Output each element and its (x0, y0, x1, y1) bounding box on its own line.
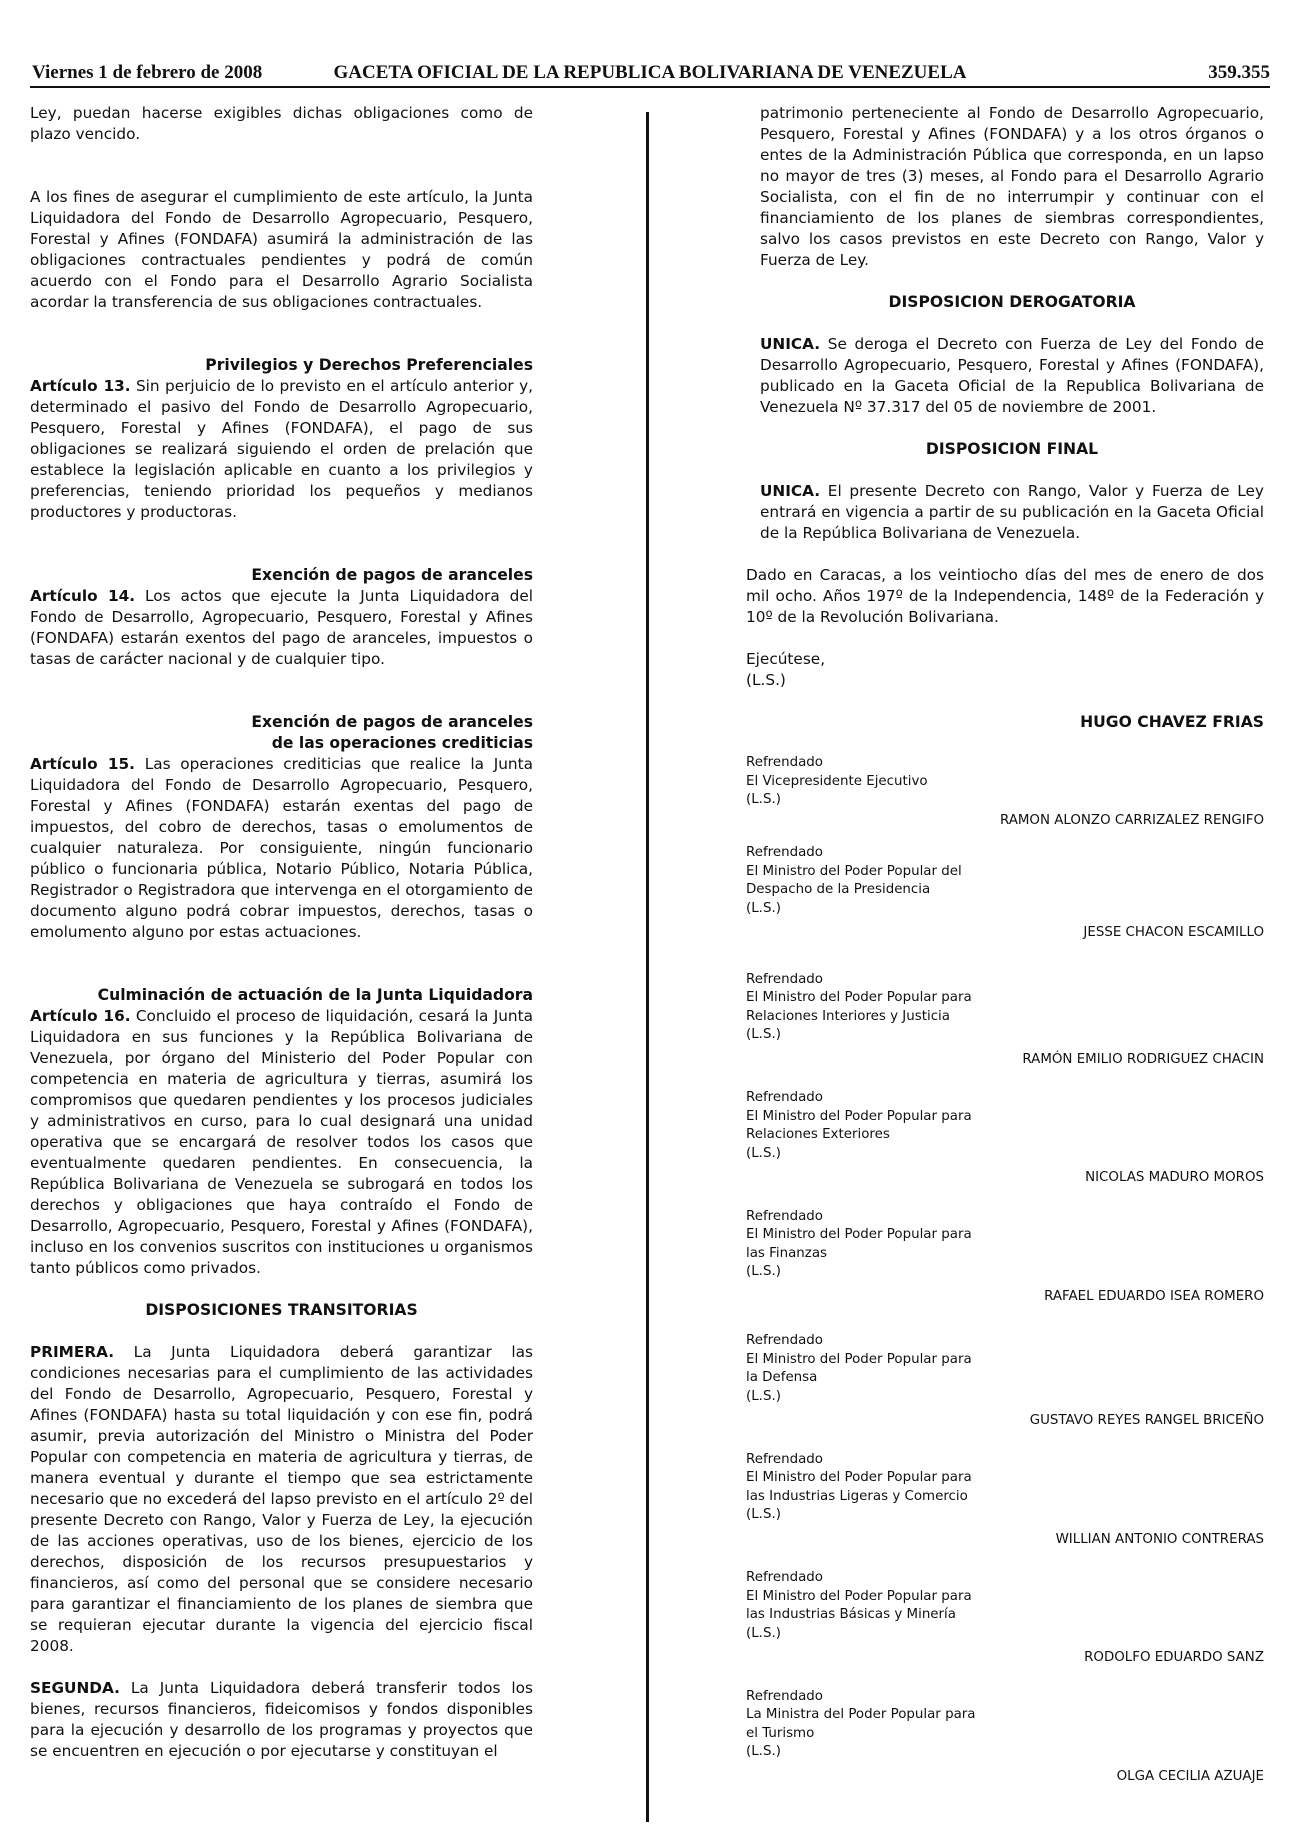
article-text: Concluido el proceso de liquidación, cesará la Junta Liquidadora en sus funciones y la República Bolivariana de Venezuela, por órgano del Ministerio del Poder Popular con competencia en materia de agricultura y tierras, asumirá los compromisos que quedaren pendientes y los procesos judiciales y administrativos en curso, para lo cual designará una unidad operativa que se encargará de resolver todos los casos que eventualmente quedaren pendientes. En consecuencia, la República Bolivariana de Venezuela se subrogará en todos los derechos y obligaciones que haya contraído el Fondo de Desarrollo, Agropecuario, Pesquero, Forestal y Afines (FONDAFA), incluso en los convenios suscritos con instituciones u organismos tanto públicos como privados. (30, 1007, 533, 1277)
refrendo-line: Relaciones Exteriores (746, 1127, 890, 1142)
refrendo-line: Refrendado (746, 1090, 823, 1105)
transitoria-text: La Junta Liquidadora deberá transferir todos los bienes, recursos financieros, fideicomisos y fondos disponibles para la ejecución y desarrollo de los programas y proyectos que se encuentren en ejecución o por ejecutarse y constituyan el (30, 1679, 533, 1760)
refrendo-line: El Ministro del Poder Popular para (746, 1351, 972, 1367)
article-label: Artículo 16. (30, 1007, 131, 1025)
refrendo-line: Refrendado (746, 1451, 823, 1467)
article-text: Sin perjuicio de lo previsto en el artículo anterior y, determinado el pasivo del Fondo de Desarrollo Agropecuario, Pesquero, Forestal y Afines (FONDAFA), el pago de sus obligaciones se realizará siguiendo el orden de prelación que establece la legislación aplicable en cuanto a los privilegios y preferencias, teniendo prioridad los pequeños y medianos productores y productoras. (30, 377, 534, 521)
refrendo-line: Refrendado (746, 1570, 823, 1585)
section-heading: Exención de pagos de aranceles (251, 713, 533, 731)
refrendo-block (746, 1688, 1264, 1787)
refrendo-line: Refrendado (746, 845, 823, 860)
article-label: Artículo 14. (30, 587, 136, 605)
refrendo-line: la Defensa (746, 1370, 818, 1385)
refrendo-signer-name: RAFAEL EDUARDO ISEA ROMERO (1044, 1288, 1264, 1304)
refrendo-line: las Industrias Básicas y Minería (746, 1607, 956, 1622)
refrendo-signer-name: RAMON ALONZO CARRIZALEZ RENGIFO (999, 812, 1264, 828)
refrendo-line: El Ministro del Poder Popular para (746, 1588, 972, 1604)
paragraph: patrimonio perteneciente al Fondo de Desarrollo Agropecuario, Pesquero, Forestal y Afines (FONDAFA) y a los otros órganos o entes de la Administración Pública que corresponda, en un lapso no mayor de tres (3) meses, al Fondo para el Desarrollo Agrario Socialista, con el fin de no interrumpir y continuar con el financiamiento de los planes de siembras correspondientes, salvo los casos previstos en este Decreto con Rango, Valor y Fuerza de Ley. (760, 104, 1264, 269)
refrendo-line: El Ministro del Poder Popular para (746, 990, 972, 1005)
final-heading: DISPOSICION FINAL (925, 440, 1099, 458)
refrendo-signer-name: NICOLAS MADURO MOROS (1085, 1170, 1264, 1185)
article-13 (30, 376, 533, 523)
refrendo-block (746, 1089, 1264, 1188)
section-heading: Privilegios y Derechos Preferenciales (205, 356, 533, 374)
paragraph: Ley, puedan hacerse exigibles dichas obligaciones como de plazo vencido. (30, 104, 533, 143)
president-name: HUGO CHAVEZ FRIAS (1080, 713, 1264, 731)
refrendo-line: La Ministra del Poder Popular para (746, 1707, 976, 1722)
left-column (30, 103, 533, 1762)
right-column (746, 103, 1264, 1786)
article-label: Artículo 13. (30, 377, 131, 395)
refrendo-line: Despacho de la Presidencia (746, 882, 931, 897)
refrendo-signer-name: RODOLFO EDUARDO SANZ (1084, 1650, 1264, 1665)
disposition-label: UNICA. (760, 482, 821, 500)
section-heading-line2: de las operaciones crediticias (271, 734, 533, 752)
refrendo-line: Refrendado (746, 1208, 823, 1224)
header-page-number: 359.355 (1208, 62, 1270, 83)
refrendo-line: Refrendado (746, 1333, 823, 1348)
refrendo-signer-name: GUSTAVO REYES RANGEL BRICEÑO (1029, 1413, 1264, 1428)
header-title: GACETA OFICIAL DE LA REPUBLICA BOLIVARIANA DE VENEZUELA (333, 62, 967, 83)
refrendo-line: Refrendado (746, 1688, 823, 1704)
article-14 (30, 586, 533, 670)
refrendo-block (746, 1208, 1264, 1307)
refrendo-line: Relaciones Interiores y Justicia (746, 1008, 950, 1024)
transitoria-text: La Junta Liquidadora deberá garantizar las condiciones necesarias para el cumplimiento de las actividades del Fondo de Desarrollo, Agropecuario, Pesquero, Forestal y Afines (FONDAFA) hasta su total liquidación y con ese fin, podrá asumir, previa autorización del Ministro o Ministra del Poder Popular con competencia en materia de agricultura y tierras, de manera eventual y durante el tiempo que sea estrictamente necesario que no excederá del lapso previsto en el artículo 2º del presente Decreto con Rango, Valor y Fuerza de Ley, la ejecución de las acciones operativas, uso de los bienes, ejercicio de los derechos, disposición de los recursos presupuestarios y financieros, así como del personal que se considere necesario para garantizar el financiamiento de los planes de siembra que se requieran ejecutar durante la vigencia del ejercicio fiscal 2008. (30, 1343, 533, 1655)
refrendos-list (746, 754, 1264, 1786)
derogatoria-unica (760, 334, 1264, 418)
refrendo-signer-name: WILLIAN ANTONIO CONTRERAS (1055, 1531, 1264, 1547)
refrendo-block (746, 844, 1264, 943)
refrendo-line: (L.S.) (746, 900, 781, 916)
refrendo-signer-name: JESSE CHACON ESCAMILLO (1083, 925, 1264, 940)
refrendo-line: las Industrias Ligeras y Comercio (746, 1488, 968, 1504)
section-heading: Exención de pagos de aranceles (251, 566, 533, 584)
refrendo-block (746, 971, 1264, 1070)
article-text: Los actos que ejecute la Junta Liquidadora del Fondo de Desarrollo, Agropecuario, Pesquero, Forestal y Afines (FONDAFA) estarán exentos del pago de aranceles, impuestos o tasas de carácter nacional y de cualquier tipo. (30, 587, 533, 668)
refrendo-line: (L.S.) (746, 1145, 781, 1161)
refrendo-block (746, 754, 1264, 830)
paragraph: A los fines de asegurar el cumplimiento de este artículo, la Junta Liquidadora del Fondo de Desarrollo Agropecuario, Pesquero, Forestal y Afines (FONDAFA) asumirá la administración de las obligaciones contractuales pendientes y podrá de común acuerdo con el Fondo para el Desarrollo Agrario Socialista acordar la transferencia de sus obligaciones contractuales. (30, 188, 533, 311)
refrendo-line: El Ministro del Poder Popular para (746, 1470, 972, 1485)
disposition-text: Se deroga el Decreto con Fuerza de Ley del Fondo de Desarrollo Agropecuario, Pesquero, Forestal y Afines (FONDAFA), publicado en la Gaceta Oficial de la Republica Bolivariana de Venezuela Nº 37.317 del 05 de noviembre de 2001. (760, 335, 1264, 416)
refrendo-line: El Ministro del Poder Popular para (746, 1108, 972, 1124)
refrendo-line: (L.S.) (746, 1388, 781, 1404)
article-label: Artículo 15. (30, 755, 135, 773)
article-text: Las operaciones crediticias que realice la Junta Liquidadora del Fondo de Desarrollo Agropecuario, Pesquero, Forestal y Afines (FONDAFA) estarán exentas del pago de impuestos, del cobro de derechos, tasas o emolumentos de cualquier naturaleza. Por consiguiente, ningún funcionario público o funcionaria pública, Notario Público, Notaria Pública, Registrador o Registradora que intervenga en el otorgamiento de documento alguno podrá cobrar impuestos, derechos, tasas o emolumento alguno por estas actuaciones. (30, 755, 533, 941)
refrendo-line: Refrendado (746, 755, 823, 770)
refrendo-line: (L.S.) (746, 1744, 781, 1759)
article-16 (30, 1006, 533, 1279)
refrendo-line: (L.S.) (746, 1027, 781, 1042)
derogatoria-heading: DISPOSICION DEROGATORIA (888, 293, 1136, 311)
refrendo-line: (L.S.) (746, 792, 781, 807)
transitoria-label: SEGUNDA. (30, 1679, 120, 1697)
refrendo-block (746, 1332, 1264, 1431)
refrendo-line: (L.S.) (746, 1264, 781, 1279)
refrendo-line: (L.S.) (746, 1507, 781, 1522)
ejecutese: Ejecútese, (746, 650, 826, 668)
ls-seal: (L.S.) (746, 671, 786, 689)
refrendo-line: El Ministro del Poder Popular para (746, 1227, 972, 1242)
disposition-label: UNICA. (760, 335, 821, 353)
transitoria-primera (30, 1342, 533, 1657)
refrendo-line: El Ministro del Poder Popular del (746, 863, 962, 879)
article-15 (30, 754, 533, 943)
transitoria-segunda (30, 1678, 533, 1762)
refrendo-block (746, 1451, 1264, 1550)
header-date: Viernes 1 de febrero de 2008 (32, 62, 263, 83)
section-heading: Culminación de actuación de la Junta Liquidadora (97, 986, 533, 1004)
refrendo-line: las Finanzas (746, 1245, 827, 1261)
column-divider (646, 112, 649, 1822)
disposition-text: El presente Decreto con Rango, Valor y Fuerza de Ley entrará en vigencia a partir de su publicación en la Gaceta Oficial de la República Bolivariana de Venezuela. (760, 482, 1264, 542)
page-header (30, 60, 1270, 88)
refrendo-signer-name: RAMÓN EMILIO RODRIGUEZ CHACIN (1022, 1051, 1264, 1067)
final-unica (760, 481, 1264, 544)
dado-en-caracas: Dado en Caracas, a los veintiocho días del mes de enero de dos mil ocho. Años 197º de la Independencia, 148º de la Federación y 10º de la Revolución Bolivariana. (746, 566, 1264, 626)
transitorias-heading: DISPOSICIONES TRANSITORIAS (145, 1301, 418, 1319)
refrendo-line: Refrendado (746, 971, 823, 987)
refrendo-line: el Turismo (746, 1725, 815, 1741)
refrendo-line: El Vicepresidente Ejecutivo (746, 773, 928, 789)
refrendo-signer-name: OLGA CECILIA AZUAJE (1116, 1768, 1264, 1784)
refrendo-line: (L.S.) (746, 1625, 781, 1641)
transitoria-label: PRIMERA. (30, 1343, 115, 1361)
refrendo-block (746, 1569, 1264, 1668)
